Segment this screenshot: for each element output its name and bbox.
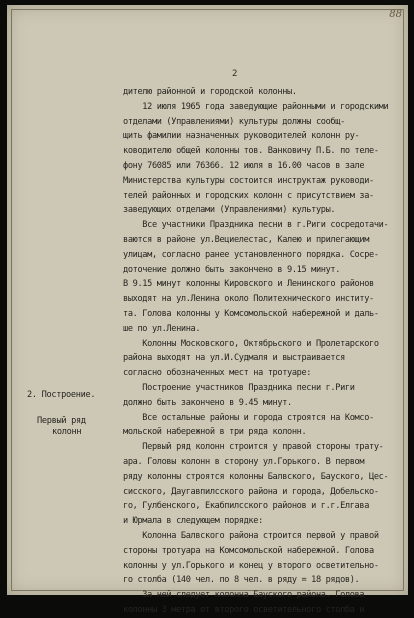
text-line: колонны у ул.Горького и конец у второго осветительно- [123, 560, 379, 571]
body-text [123, 85, 393, 618]
text-line: улицам, согласно ранее установленного порядка. Сосре- [123, 249, 379, 260]
text-line: и Юрмала в следующем порядке: [123, 516, 263, 527]
text-line: должно быть закончено в 9.45 минут. [123, 397, 292, 408]
subheading-line-2: колонн [52, 427, 82, 437]
text-line: В 9.15 минут колонны Кировского и Ленинского районов [123, 279, 374, 290]
folio-number: 88 [389, 9, 402, 20]
text-line: ара. Головы колонн в сторону ул.Горького. В первом [123, 456, 365, 467]
text-line: телей районных и городских колонн с присутствием за- [123, 190, 374, 201]
text-line: Первый ряд колонн строится у правой стороны трату- [123, 442, 384, 453]
text-line: го, Гулбенского, Екабпилсского районов и г.г.Елгава [123, 501, 370, 512]
subheading-line-1: Первый ряд [37, 416, 86, 426]
page-number: 2 [232, 69, 238, 79]
text-line: фону 76085 или 76366. 12 июля в 16.00 часов в зале [123, 160, 365, 171]
text-line: дителю районной и городской колонны. [123, 87, 297, 97]
text-line: доточение должно быть закончено в 9.15 минут. [123, 264, 341, 275]
text-line: стороны тротуара на Комсомольской набережной. Голова [123, 545, 374, 556]
text-line: ваются в районе ул.Вециелестас, Калею и прилегающим [123, 234, 370, 245]
text-line: Построение участников Праздника песни г.Риги [123, 382, 355, 393]
text-line: 12 июля 1965 года заведующие районными и городскими [123, 101, 389, 112]
text-line: района выходят на ул.И.Судмаля и выстраивается [123, 353, 345, 364]
text-line: сисского, Даугавпилсского района и города, Добельско- [123, 486, 379, 497]
text-line: ряду колонны строятся колонны Балвского, Бауского, Цес- [123, 471, 389, 482]
text-line: та. Голова колонны у Комсомольской набережной и даль- [123, 308, 379, 319]
text-line: выходят на ул.Ленина около Политехнического институ- [123, 294, 374, 305]
text-line: ководителю общей колонны тов. Ванковичу П.Б. по теле- [123, 146, 379, 157]
text-line: согласно обозначенных мест на тротуаре: [123, 368, 312, 379]
document-page [7, 5, 408, 615]
section-heading: 2. Построение. [27, 390, 96, 400]
text-line: За ней следует колонна Бауского района. Голова [123, 590, 365, 601]
text-line: Все остальные районы и города строятся на Комсо- [123, 412, 374, 423]
text-line: Колонна Балвского района строится первой у правой [123, 530, 379, 541]
text-line: Все участники Праздника песни в г.Риги сосредотачи- [123, 220, 389, 231]
text-line: отделами (Управлениями) культуры должны сообщ- [123, 116, 345, 127]
text-line: мольской набережной в три ряда колонн. [123, 427, 307, 438]
text-line: заведующих отделами (Управлениями) культуры. [123, 205, 336, 216]
text-line: го столба (140 чел. по 8 чел. в ряду = 18 рядов). [123, 575, 360, 586]
text-line: щить фамилии назначенных руководителей колонн ру- [123, 131, 360, 142]
text-line: ше по ул.Ленина. [123, 323, 201, 334]
text-line: Министерства культуры состоится инструктаж руководи- [123, 175, 374, 186]
text-line: колонны 3 метра от второго осветительного столба и [123, 604, 365, 615]
text-line: Колонны Московского, Октябрьского и Пролетарского [123, 338, 379, 349]
